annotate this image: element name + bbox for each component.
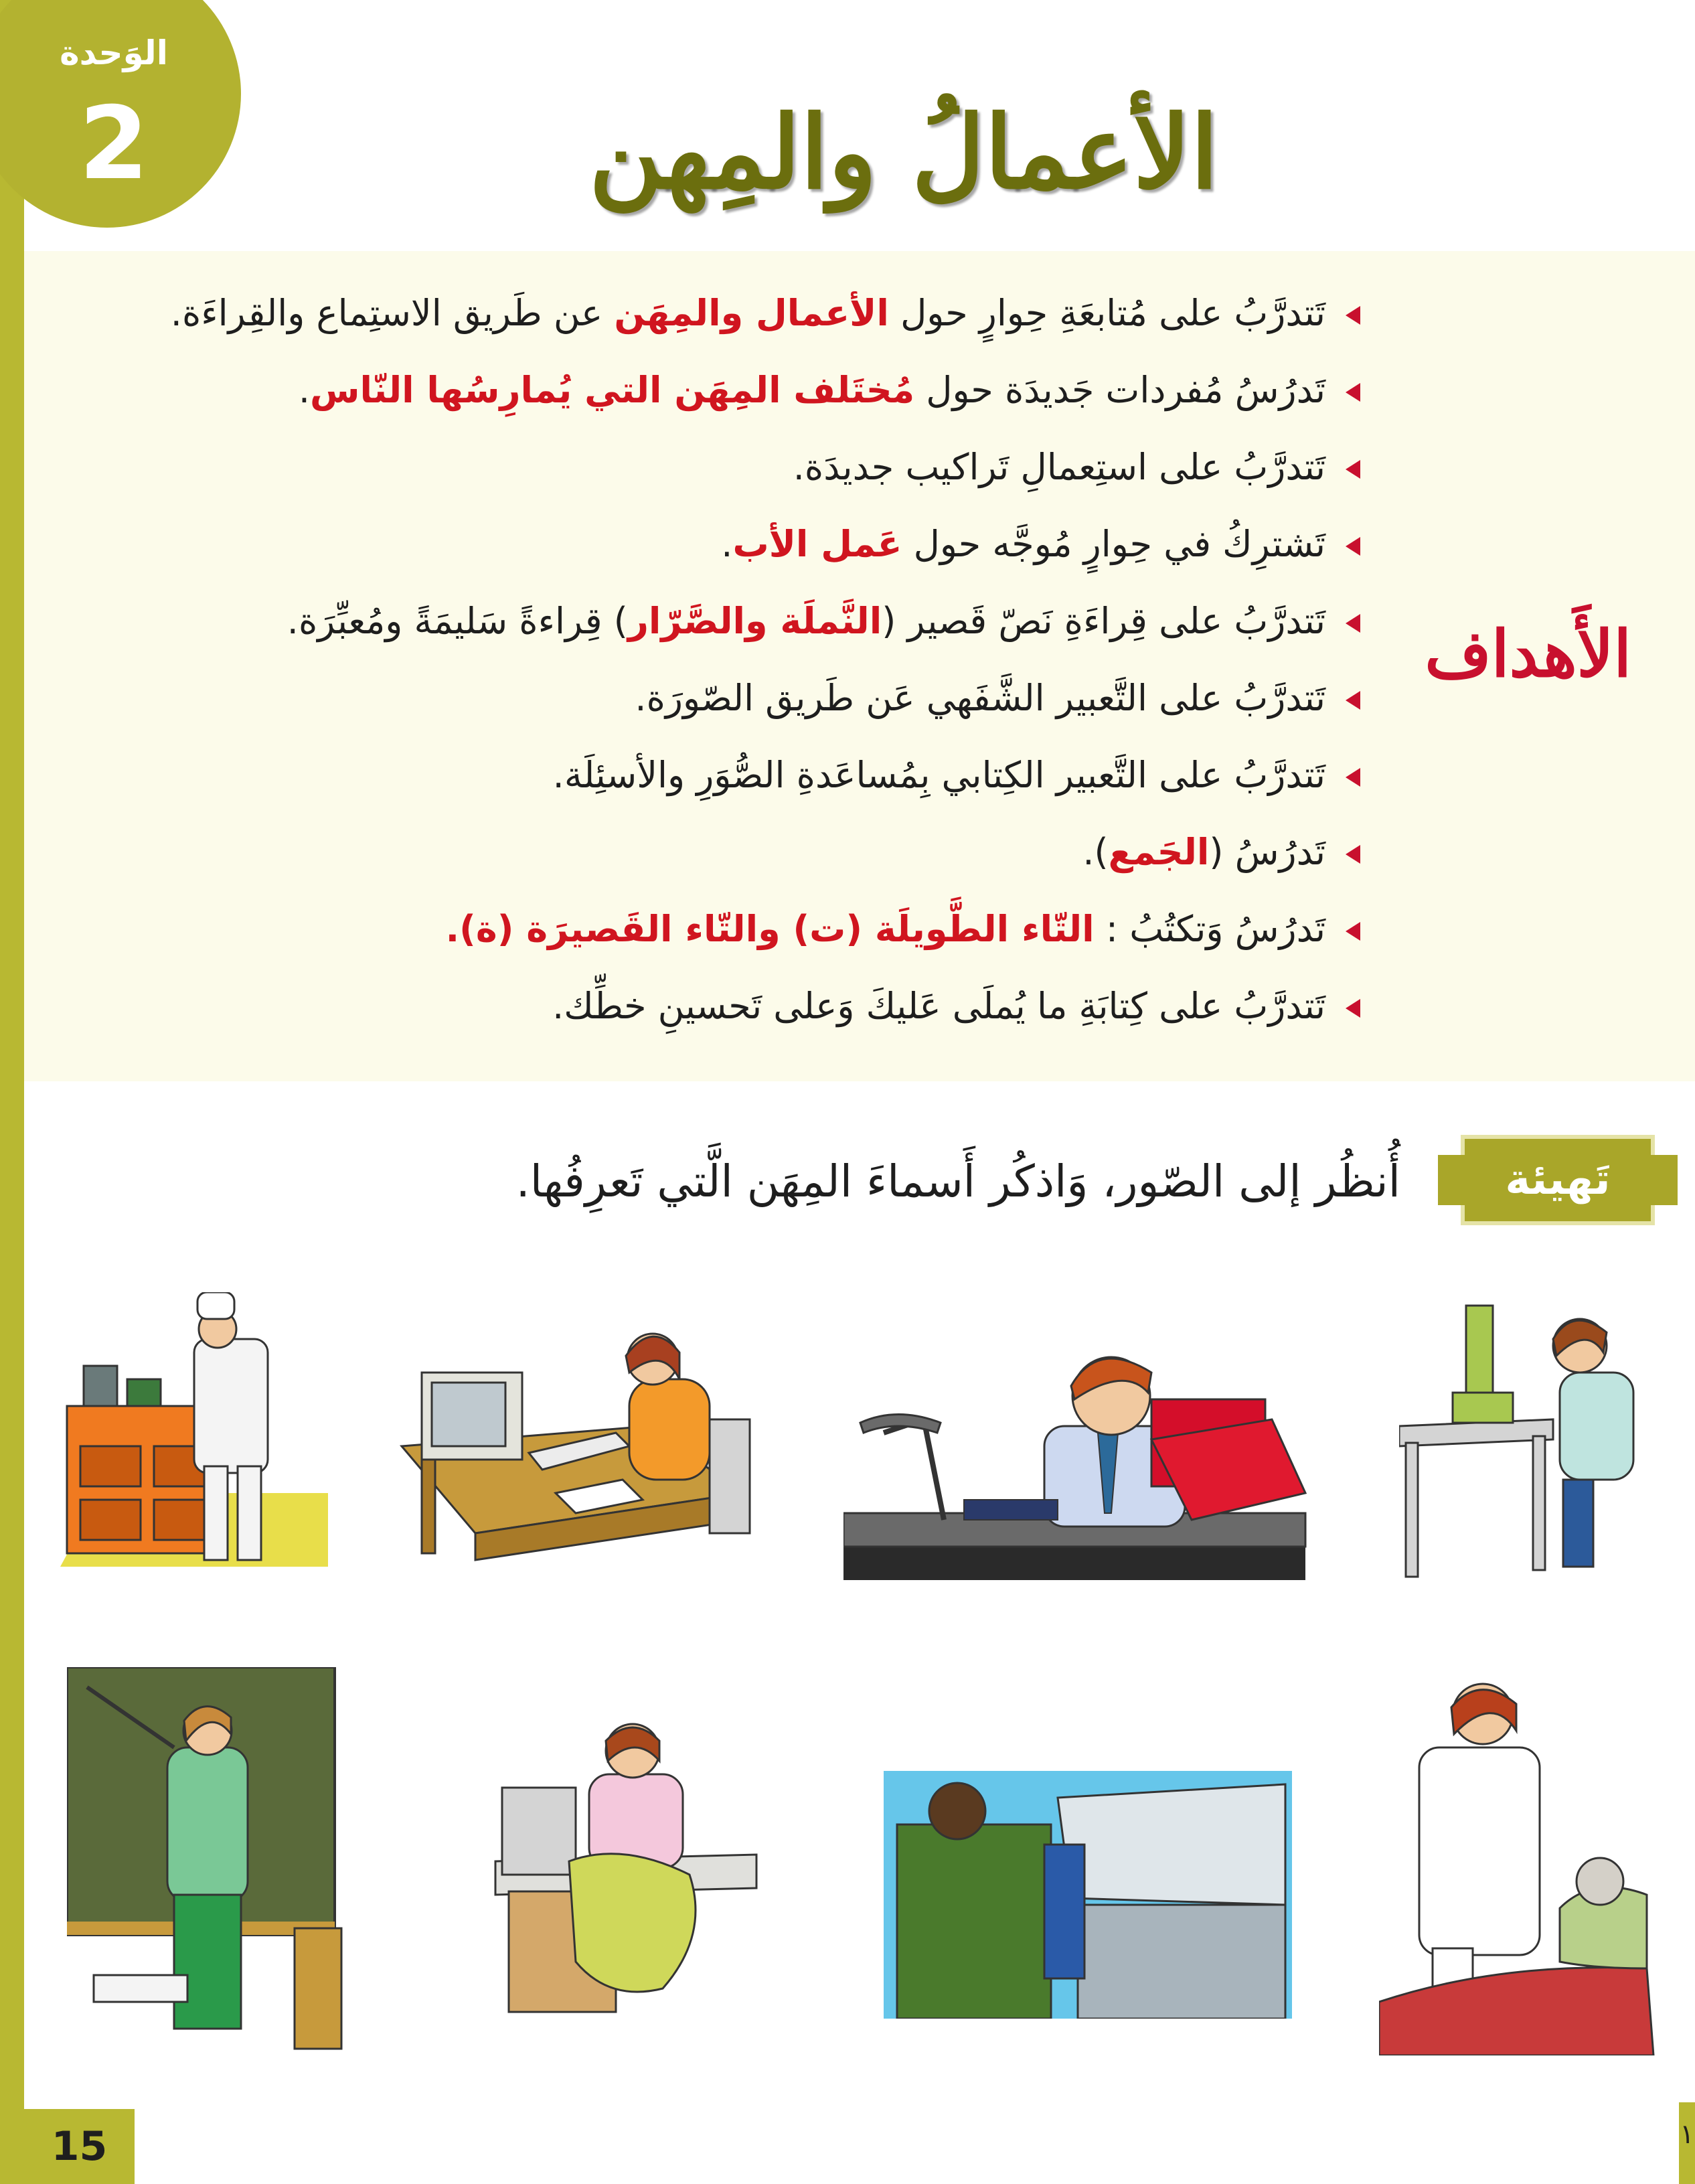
goal-text: تَتدرَّبُ على التَّعبير الشَّفَهي عَن طَريق الصّورَة. [635, 677, 1325, 719]
goal-text: تَشترِكُ في حِوارٍ مُوجَّه حول [902, 523, 1325, 565]
triangle-bullet-icon [1346, 768, 1360, 787]
secretary-illustration [395, 1319, 770, 1573]
teacher-illustration [67, 1667, 348, 2055]
page-number: 15 [51, 2123, 108, 2170]
triangle-bullet-icon [1346, 845, 1360, 864]
goal-list [170, 275, 1360, 1044]
goal-highlight: الجَمع [1108, 831, 1210, 873]
cook-illustration [60, 1292, 328, 1573]
goal-item [222, 428, 1360, 505]
scientist-illustration [1399, 1292, 1660, 1580]
triangle-bullet-icon [1346, 383, 1360, 402]
goal-text: تَدرُسُ وَتكتُبُ : [1094, 908, 1325, 950]
triangle-bullet-icon [1346, 999, 1360, 1018]
goals-heading: الأَهداف [1425, 616, 1631, 692]
goal-highlight: التّاء الطَّويلَة (ت) والتّاء القَصيرَة (ة). [445, 908, 1095, 950]
triangle-bullet-icon [1346, 537, 1360, 556]
goal-item [222, 890, 1360, 967]
unit-number: 2 [78, 86, 149, 202]
triangle-bullet-icon [1346, 460, 1360, 479]
triangle-bullet-icon [1346, 306, 1360, 325]
goal-text: ) قِراءةً سَليمَةً ومُعبِّرَة. [287, 600, 628, 642]
office-worker-illustration [843, 1339, 1312, 1580]
seamstress-illustration [489, 1721, 770, 2015]
goal-text: تَتدرَّبُ على استِعمالِ تَراكيب جديدَة. [793, 446, 1325, 488]
goal-item [222, 813, 1360, 890]
goal-item [222, 352, 1360, 428]
goal-highlight: النَّملَة والصَّرّار [627, 600, 882, 642]
triangle-bullet-icon [1346, 691, 1360, 710]
left-border-band [0, 0, 24, 2184]
goal-item [222, 659, 1360, 736]
goal-text: تَدرُسُ مُفردات جَديدَة حول [914, 369, 1325, 411]
goal-text: . [721, 523, 733, 565]
goal-text: تَتدرَّبُ على مُتابعَةِ حِوارٍ حول [888, 292, 1325, 334]
corner-number: ١ [1680, 2119, 1694, 2150]
goal-text: تَتدرَّبُ على كِتابَةِ ما يُملَى عَليكَ وَعلى تَحسينِ خطِّك. [552, 985, 1325, 1027]
goal-item [222, 736, 1360, 813]
triangle-bullet-icon [1346, 922, 1360, 941]
goal-item [222, 505, 1360, 582]
goal-text: عن طَريق الاستِماع والقِراءَة. [170, 292, 615, 334]
goal-highlight: عَمل الأب [732, 523, 902, 565]
warmup-label: تَهيئة [1505, 1155, 1611, 1204]
goal-text: تَتدرَّبُ على قِراءَةِ نَصّ قَصير ( [882, 600, 1325, 642]
doctor-illustration [1379, 1654, 1660, 2055]
page-title: الأعمالُ والمِهن [588, 94, 1219, 212]
goal-highlight: مُختَلف المِهَن التي يُمارِسُها النّاس [310, 369, 915, 411]
warmup-instruction: أُنظُر إلى الصّور، وَاذكُر أَسماءَ المِهَن الَّتي تَعرِفُها. [515, 1156, 1400, 1207]
goal-text: ). [1082, 831, 1109, 873]
goal-item [222, 967, 1360, 1044]
pilot-illustration [884, 1771, 1292, 2019]
goal-highlight: الأعمال والمِهَن [614, 292, 889, 334]
warmup-badge [1461, 1135, 1655, 1225]
goal-text: . [298, 369, 310, 411]
goal-text: تَدرُسُ ( [1209, 831, 1325, 873]
unit-label: الوَحدة [60, 33, 168, 72]
triangle-bullet-icon [1346, 614, 1360, 633]
goal-item [170, 275, 1360, 352]
goal-text: تَتدرَّبُ على التَّعبير الكِتابي بِمُساعَدةِ الصُّوَرِ والأسئِلَة. [552, 754, 1325, 796]
goal-item [222, 582, 1360, 659]
